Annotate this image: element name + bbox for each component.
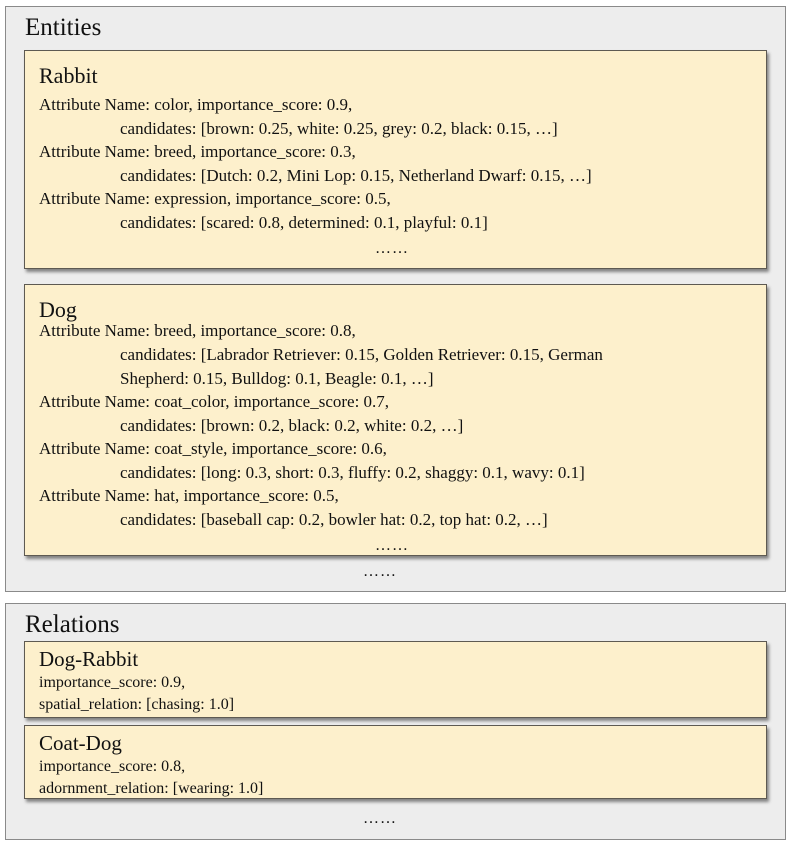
dog-attr-coat-color: Attribute Name: coat_color, importance_score: 0.7,	[39, 392, 390, 411]
rabbit-attr-breed: Attribute Name: breed, importance_score: 0.3,	[39, 142, 356, 161]
rabbit-attr-breed-candidates: candidates: [Dutch: 0.2, Mini Lop: 0.15, Netherland Dwarf: 0.15, …]	[120, 166, 592, 185]
dog-attr-coat-color-candidates: candidates: [brown: 0.2, black: 0.2, white: 0.2, …]	[120, 416, 464, 435]
relations-ellipsis: ……	[363, 810, 397, 827]
rabbit-attr-expression: Attribute Name: expression, importance_score: 0.5,	[39, 189, 391, 208]
coat-dog-relation-card	[24, 725, 767, 799]
dog-attr-hat: Attribute Name: hat, importance_score: 0.5,	[39, 486, 339, 505]
coat-dog-relation-name: Coat-Dog	[39, 731, 122, 755]
relations-title: Relations	[25, 611, 120, 638]
dog-rabbit-relation-card	[24, 641, 767, 718]
relations-panel	[5, 603, 786, 840]
dog-entity-name: Dog	[39, 297, 77, 322]
dog-ellipsis: ……	[375, 537, 409, 554]
entities-title: Entities	[25, 14, 102, 41]
dog-rabbit-importance: importance_score: 0.9,	[39, 674, 186, 691]
rabbit-attr-color-candidates: candidates: [brown: 0.25, white: 0.25, grey: 0.2, black: 0.15, …]	[120, 119, 558, 138]
dog-rabbit-relation-name: Dog-Rabbit	[39, 647, 139, 671]
dog-rabbit-spatial-relation: spatial_relation: [chasing: 1.0]	[39, 696, 235, 713]
entities-panel	[5, 6, 786, 592]
dog-entity-card	[24, 284, 767, 556]
dog-attr-breed-candidates: candidates: [Labrador Retriever: 0.15, Golden Retriever: 0.15, German	[120, 345, 603, 364]
dog-attr-coat-style-candidates: candidates: [long: 0.3, short: 0.3, fluffy: 0.2, shaggy: 0.1, wavy: 0.1]	[120, 463, 585, 482]
coat-dog-adornment-relation: adornment_relation: [wearing: 1.0]	[39, 780, 264, 797]
rabbit-attr-expression-candidates: candidates: [scared: 0.8, determined: 0.1, playful: 0.1]	[120, 213, 488, 232]
coat-dog-importance: importance_score: 0.8,	[39, 758, 186, 775]
dog-attr-breed: Attribute Name: breed, importance_score: 0.8,	[39, 321, 356, 340]
dog-attr-coat-style: Attribute Name: coat_style, importance_score: 0.6,	[39, 439, 387, 458]
rabbit-ellipsis: ……	[375, 240, 409, 257]
dog-attr-hat-candidates: candidates: [baseball cap: 0.2, bowler hat: 0.2, top hat: 0.2, …]	[120, 510, 548, 529]
rabbit-attr-color: Attribute Name: color, importance_score: 0.9,	[39, 95, 353, 114]
rabbit-entity-name: Rabbit	[39, 63, 98, 88]
entities-ellipsis: ……	[363, 563, 397, 580]
rabbit-entity-card	[24, 50, 767, 269]
dog-attr-breed-candidates-cont: Shepherd: 0.15, Bulldog: 0.1, Beagle: 0.1, …]	[120, 369, 434, 388]
